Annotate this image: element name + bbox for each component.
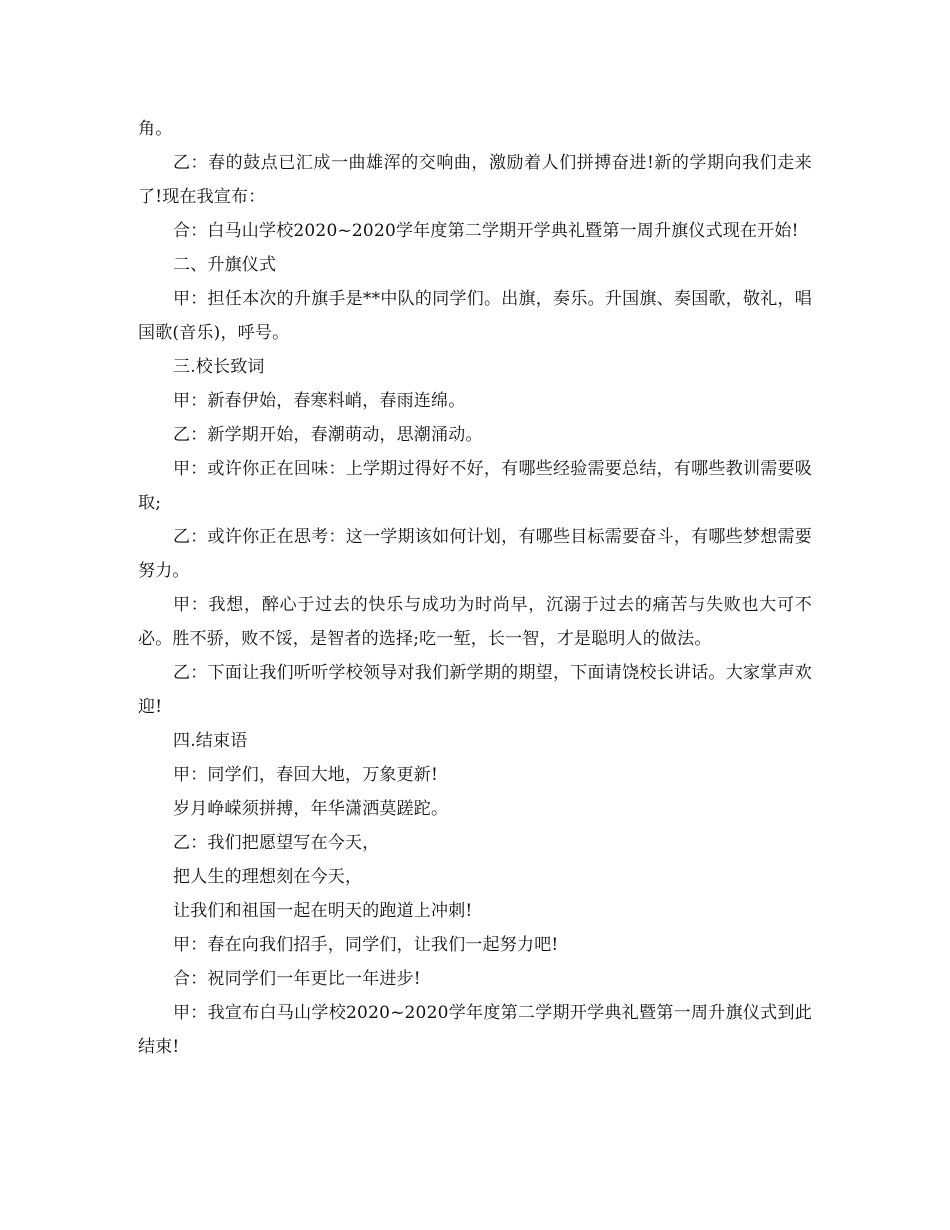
section-heading: 四.结束语 (173, 731, 248, 751)
section-heading: 三.校长致词 (173, 357, 265, 377)
paragraph: 甲：春在向我们招手，同学们，让我们一起努力吧! (173, 935, 559, 955)
paragraph: 乙：下面让我们听听学校领导对我们新学期的期望，下面请饶校长讲话。大家掌声欢迎! (138, 663, 812, 717)
paragraph: 让我们和祖国一起在明天的跑道上冲刺! (173, 901, 473, 921)
paragraph: 甲：我宣布白马山学校2020~2020学年度第二学期开学典礼暨第一周升旗仪式到此结束! (138, 1003, 812, 1057)
paragraph: 甲：新春伊始，春寒料峭，春雨连绵。 (173, 391, 466, 411)
paragraph: 合：祝同学们一年更比一年进步! (173, 969, 421, 989)
paragraph: 岁月峥嵘须拼搏，年华潇洒莫蹉跎。 (173, 799, 449, 819)
document-page (138, 112, 812, 1064)
paragraph: 角。 (138, 119, 173, 139)
paragraph: 合：白马山学校2020~2020学年度第二学期开学典礼暨第一周升旗仪式现在开始! (173, 221, 799, 241)
paragraph: 把人生的理想刻在今天， (173, 867, 363, 887)
paragraph: 乙：春的鼓点已汇成一曲雄浑的交响曲，激励着人们拼搏奋进!新的学期向我们走来了!现在我宣布： (138, 153, 812, 207)
paragraph: 甲：担任本次的升旗手是**中队的同学们。出旗，奏乐。升国旗、奏国歌，敬礼，唱国歌(音乐)，呼号。 (138, 289, 812, 343)
section-heading: 二、升旗仪式 (173, 255, 277, 275)
paragraph: 甲：同学们，春回大地，万象更新! (173, 765, 439, 785)
paragraph: 乙：或许你正在思考：这一学期该如何计划，有哪些目标需要奋斗，有哪些梦想需要努力。 (138, 527, 812, 581)
paragraph: 乙：新学期开始，春潮萌动，思潮涌动。 (173, 425, 483, 445)
paragraph: 甲：或许你正在回味：上学期过得好不好，有哪些经验需要总结，有哪些教训需要吸取; (138, 459, 812, 513)
paragraph: 甲：我想，醉心于过去的快乐与成功为时尚早，沉溺于过去的痛苦与失败也大可不必。胜不骄，败不馁，是智者的选择;吃一堑，长一智，才是聪明人的做法。 (138, 595, 812, 649)
paragraph: 乙：我们把愿望写在今天， (173, 833, 380, 853)
